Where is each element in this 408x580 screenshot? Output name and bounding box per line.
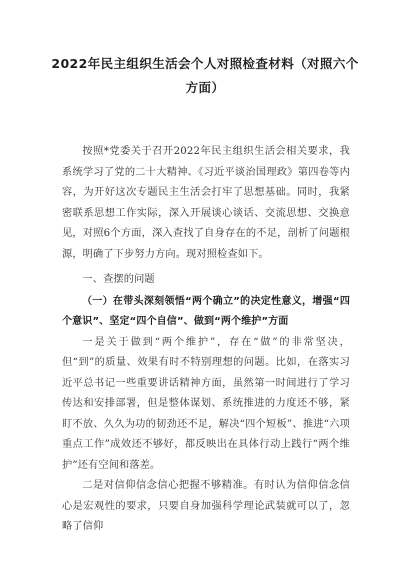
document-body (62, 142, 350, 538)
section-heading: 一、查摆的问题 (82, 274, 155, 285)
point-two-paragraph: 二是对信仰信念信心把握不够精准。有时认为信仰信念信心是宏观性的要求，只要自身加强科学理论武装就可以了，忽略了信仰 (62, 480, 350, 532)
point-one-paragraph: 一是关于做到“两个维护”，存在“做”的非常坚决，但“到”的质量、效果有时不特别理想的问题。比如，在落实习近平总书记一些重要讲话精神方面，虽然第一时间进行了学习传达和安排部署，但是整体谋划、系统推进的力度还不够，紧盯不放、久久为功的韧劲还不足，解决“四个短板”、推进“六项重点工作”成效还不够好，都反映出在具体行动上践行“两个维护”还有空间和落差。 (62, 336, 350, 471)
document-title: 2022年民主组织生活会个人对照检查材料（对照六个方面） (51, 56, 359, 95)
intro-paragraph: 按照*党委关于召开2022年民主组织生活会相关要求，我系统学习了党的二十大精神、《习近平谈治国理政》第四卷等内容，为开好这次专题民主生活会打牢了思想基础。同时，我紧密联系思想工作实际，深入开展谈心谈话、交流思想、交换意见，对照6个方面，深入查找了自身存在的不足，剖析了问题根源，明确了下步努力方向。现对照检查如下。 (62, 146, 350, 260)
subsection-heading: （一）在带头深刻领悟“两个确立”的决定性意义，增强“四个意识”、坚定“四个自信”、做到“两个维护”方面 (62, 295, 350, 327)
